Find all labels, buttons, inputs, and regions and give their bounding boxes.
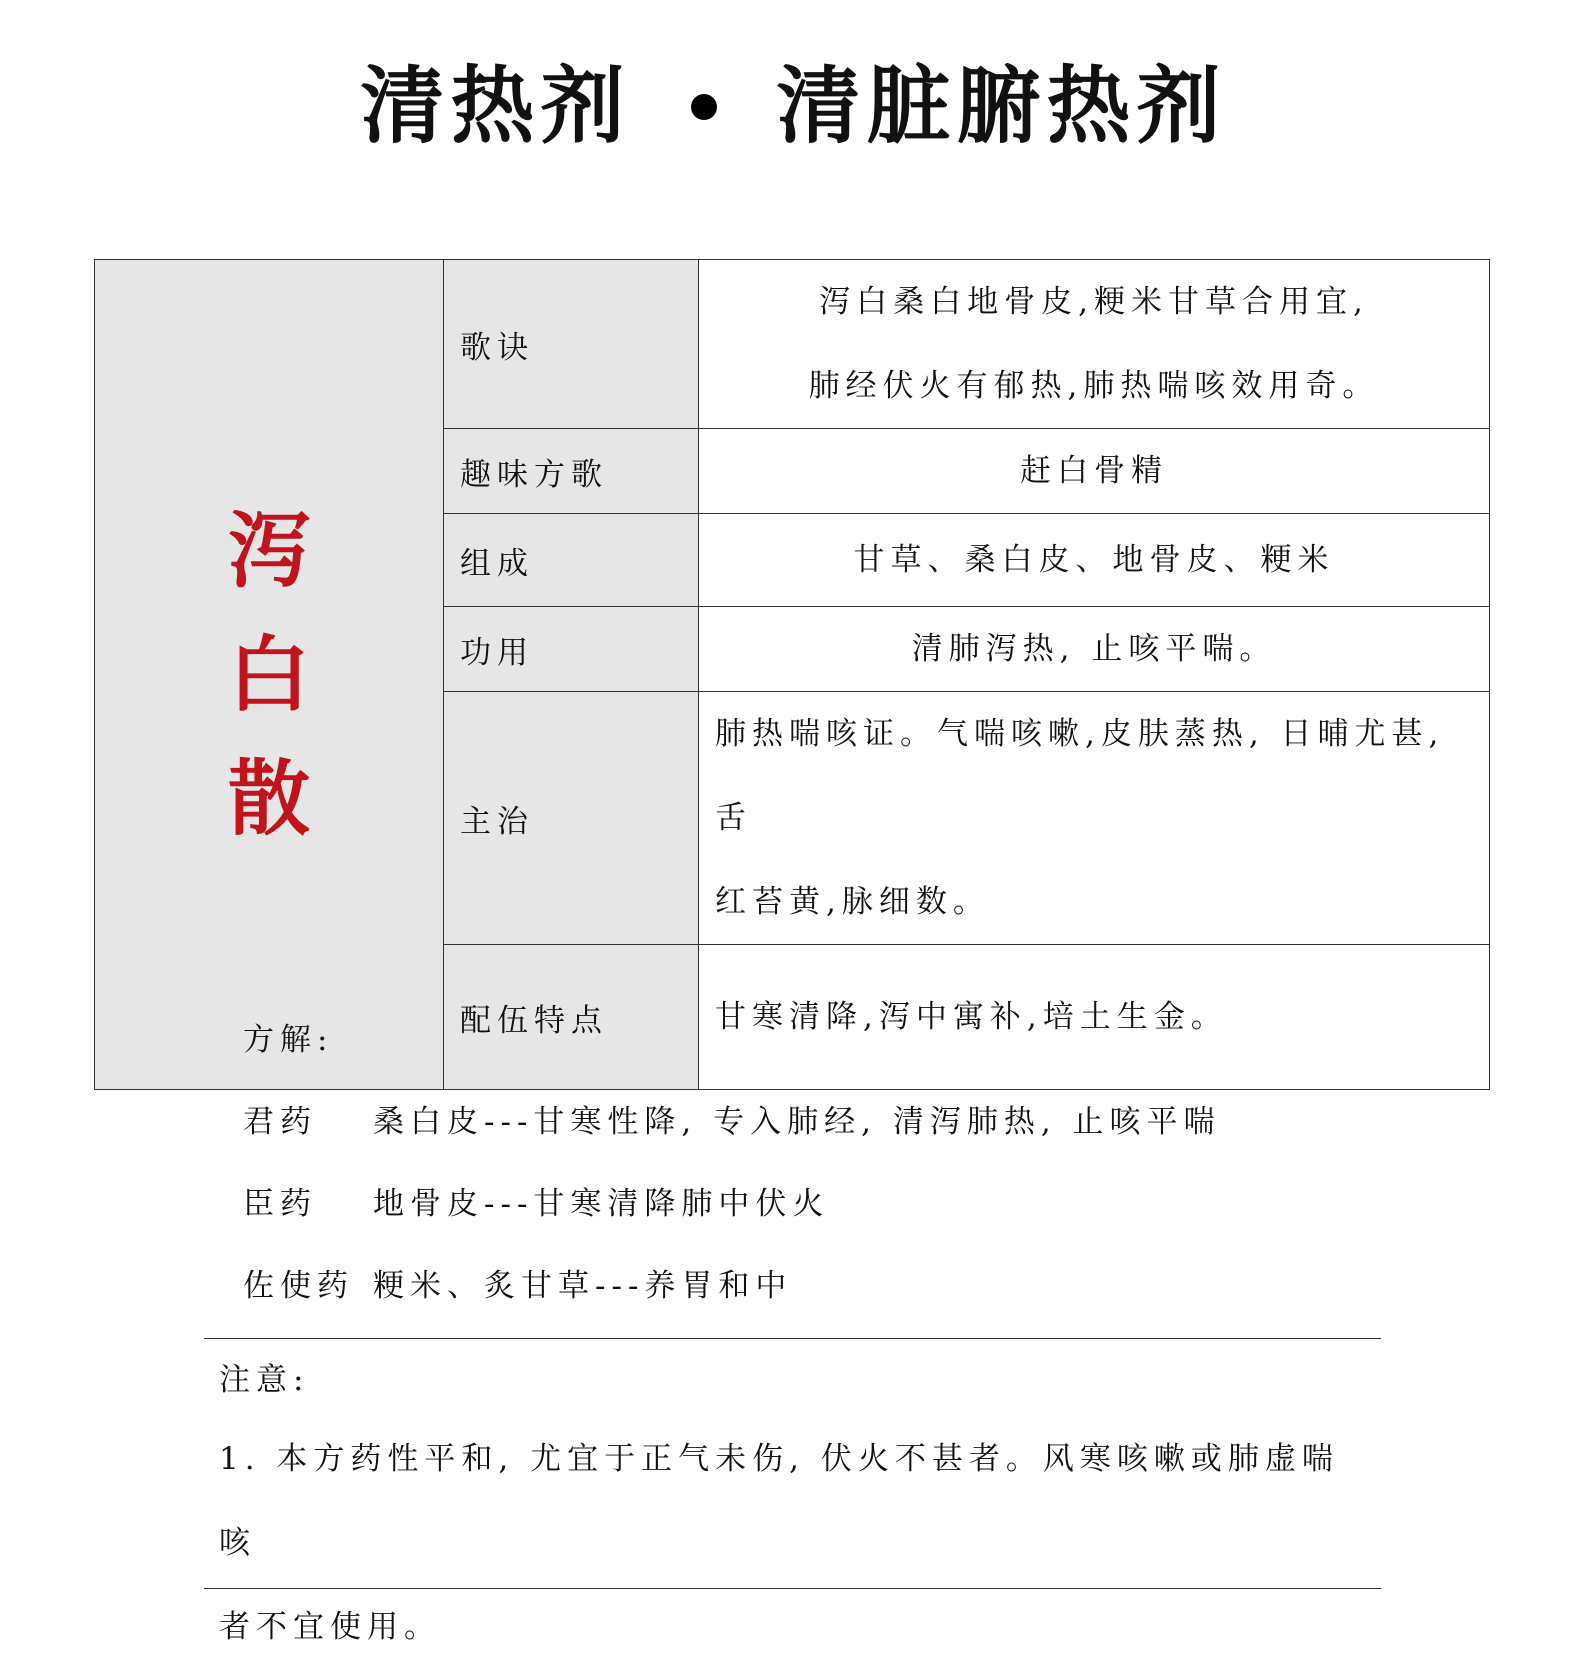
value-line: 甘草、桑白皮、地骨皮、粳米 xyxy=(853,542,1335,578)
value-line: 甘寒清降,泻中寓补,培土生金。 xyxy=(715,999,1228,1035)
analysis-text: 粳米、炙甘草---养胃和中 xyxy=(373,1268,793,1304)
verse-line: 肺经伏火有郁热,肺热喘咳效用奇。 xyxy=(808,368,1380,404)
row-value-zhuzhi xyxy=(699,692,1490,945)
formula-name-char: 泻 xyxy=(227,502,310,599)
analysis-role: 佐使药 xyxy=(243,1268,354,1304)
analysis-text: 地骨皮---甘寒清降肺中伏火 xyxy=(373,1186,830,1222)
row-label-quwei: 趣味方歌 xyxy=(444,429,699,514)
analysis-item xyxy=(243,1163,1221,1245)
row-value-zucheng xyxy=(699,514,1490,607)
formula-name-cell xyxy=(95,260,444,1090)
formula-table xyxy=(94,259,1490,1090)
divider-top xyxy=(204,1338,1381,1339)
row-value-gejue xyxy=(699,260,1490,429)
formula-name-char: 散 xyxy=(227,750,310,847)
analysis-item xyxy=(243,1245,1221,1327)
page-title-category: 清热剂 xyxy=(360,56,631,155)
analysis-text: 桑白皮---甘寒性降, 专入肺经, 清泻肺热, 止咳平喘 xyxy=(373,1104,1221,1140)
row-value-quwei xyxy=(699,429,1490,514)
analysis-title: 方解: xyxy=(243,1022,334,1058)
verse-line: 泻白桑白地骨皮,粳米甘草合用宜, xyxy=(819,284,1369,320)
value-line: 清肺泻热, 止咳平喘。 xyxy=(911,631,1277,667)
value-line: 赶白骨精 xyxy=(1020,453,1168,489)
formula-name xyxy=(228,489,310,861)
analysis-role: 君药 xyxy=(243,1104,317,1140)
divider-bottom xyxy=(204,1588,1381,1589)
page-title-subcategory: 清脏腑热剂 xyxy=(776,56,1227,155)
formula-name-char: 白 xyxy=(227,626,310,723)
caution-note xyxy=(219,1355,1369,1669)
row-value-gongyong xyxy=(699,607,1490,692)
page-title xyxy=(0,56,1587,156)
analysis-role: 臣药 xyxy=(243,1186,317,1222)
row-label-peiwu: 配伍特点 xyxy=(444,945,699,1090)
bullet-separator-icon xyxy=(691,94,717,120)
note-title: 注意: xyxy=(219,1362,310,1398)
value-line: 红苔黄,脉细数。 xyxy=(715,884,990,920)
note-line: 者不宜使用。 xyxy=(219,1609,441,1645)
row-label-gejue: 歌诀 xyxy=(444,260,699,429)
note-line: 1. 本方药性平和, 尤宜于正气未伤, 伏火不甚者。风寒咳嗽或肺虚喘咳 xyxy=(219,1441,1339,1561)
row-label-zhuzhi: 主治 xyxy=(444,692,699,945)
analysis-item xyxy=(243,1081,1221,1163)
row-label-zucheng: 组成 xyxy=(444,514,699,607)
value-line: 肺热喘咳证。气喘咳嗽,皮肤蒸热, 日晡尤甚,舌 xyxy=(715,716,1445,836)
row-label-gongyong: 功用 xyxy=(444,607,699,692)
formula-analysis xyxy=(243,1015,1221,1327)
